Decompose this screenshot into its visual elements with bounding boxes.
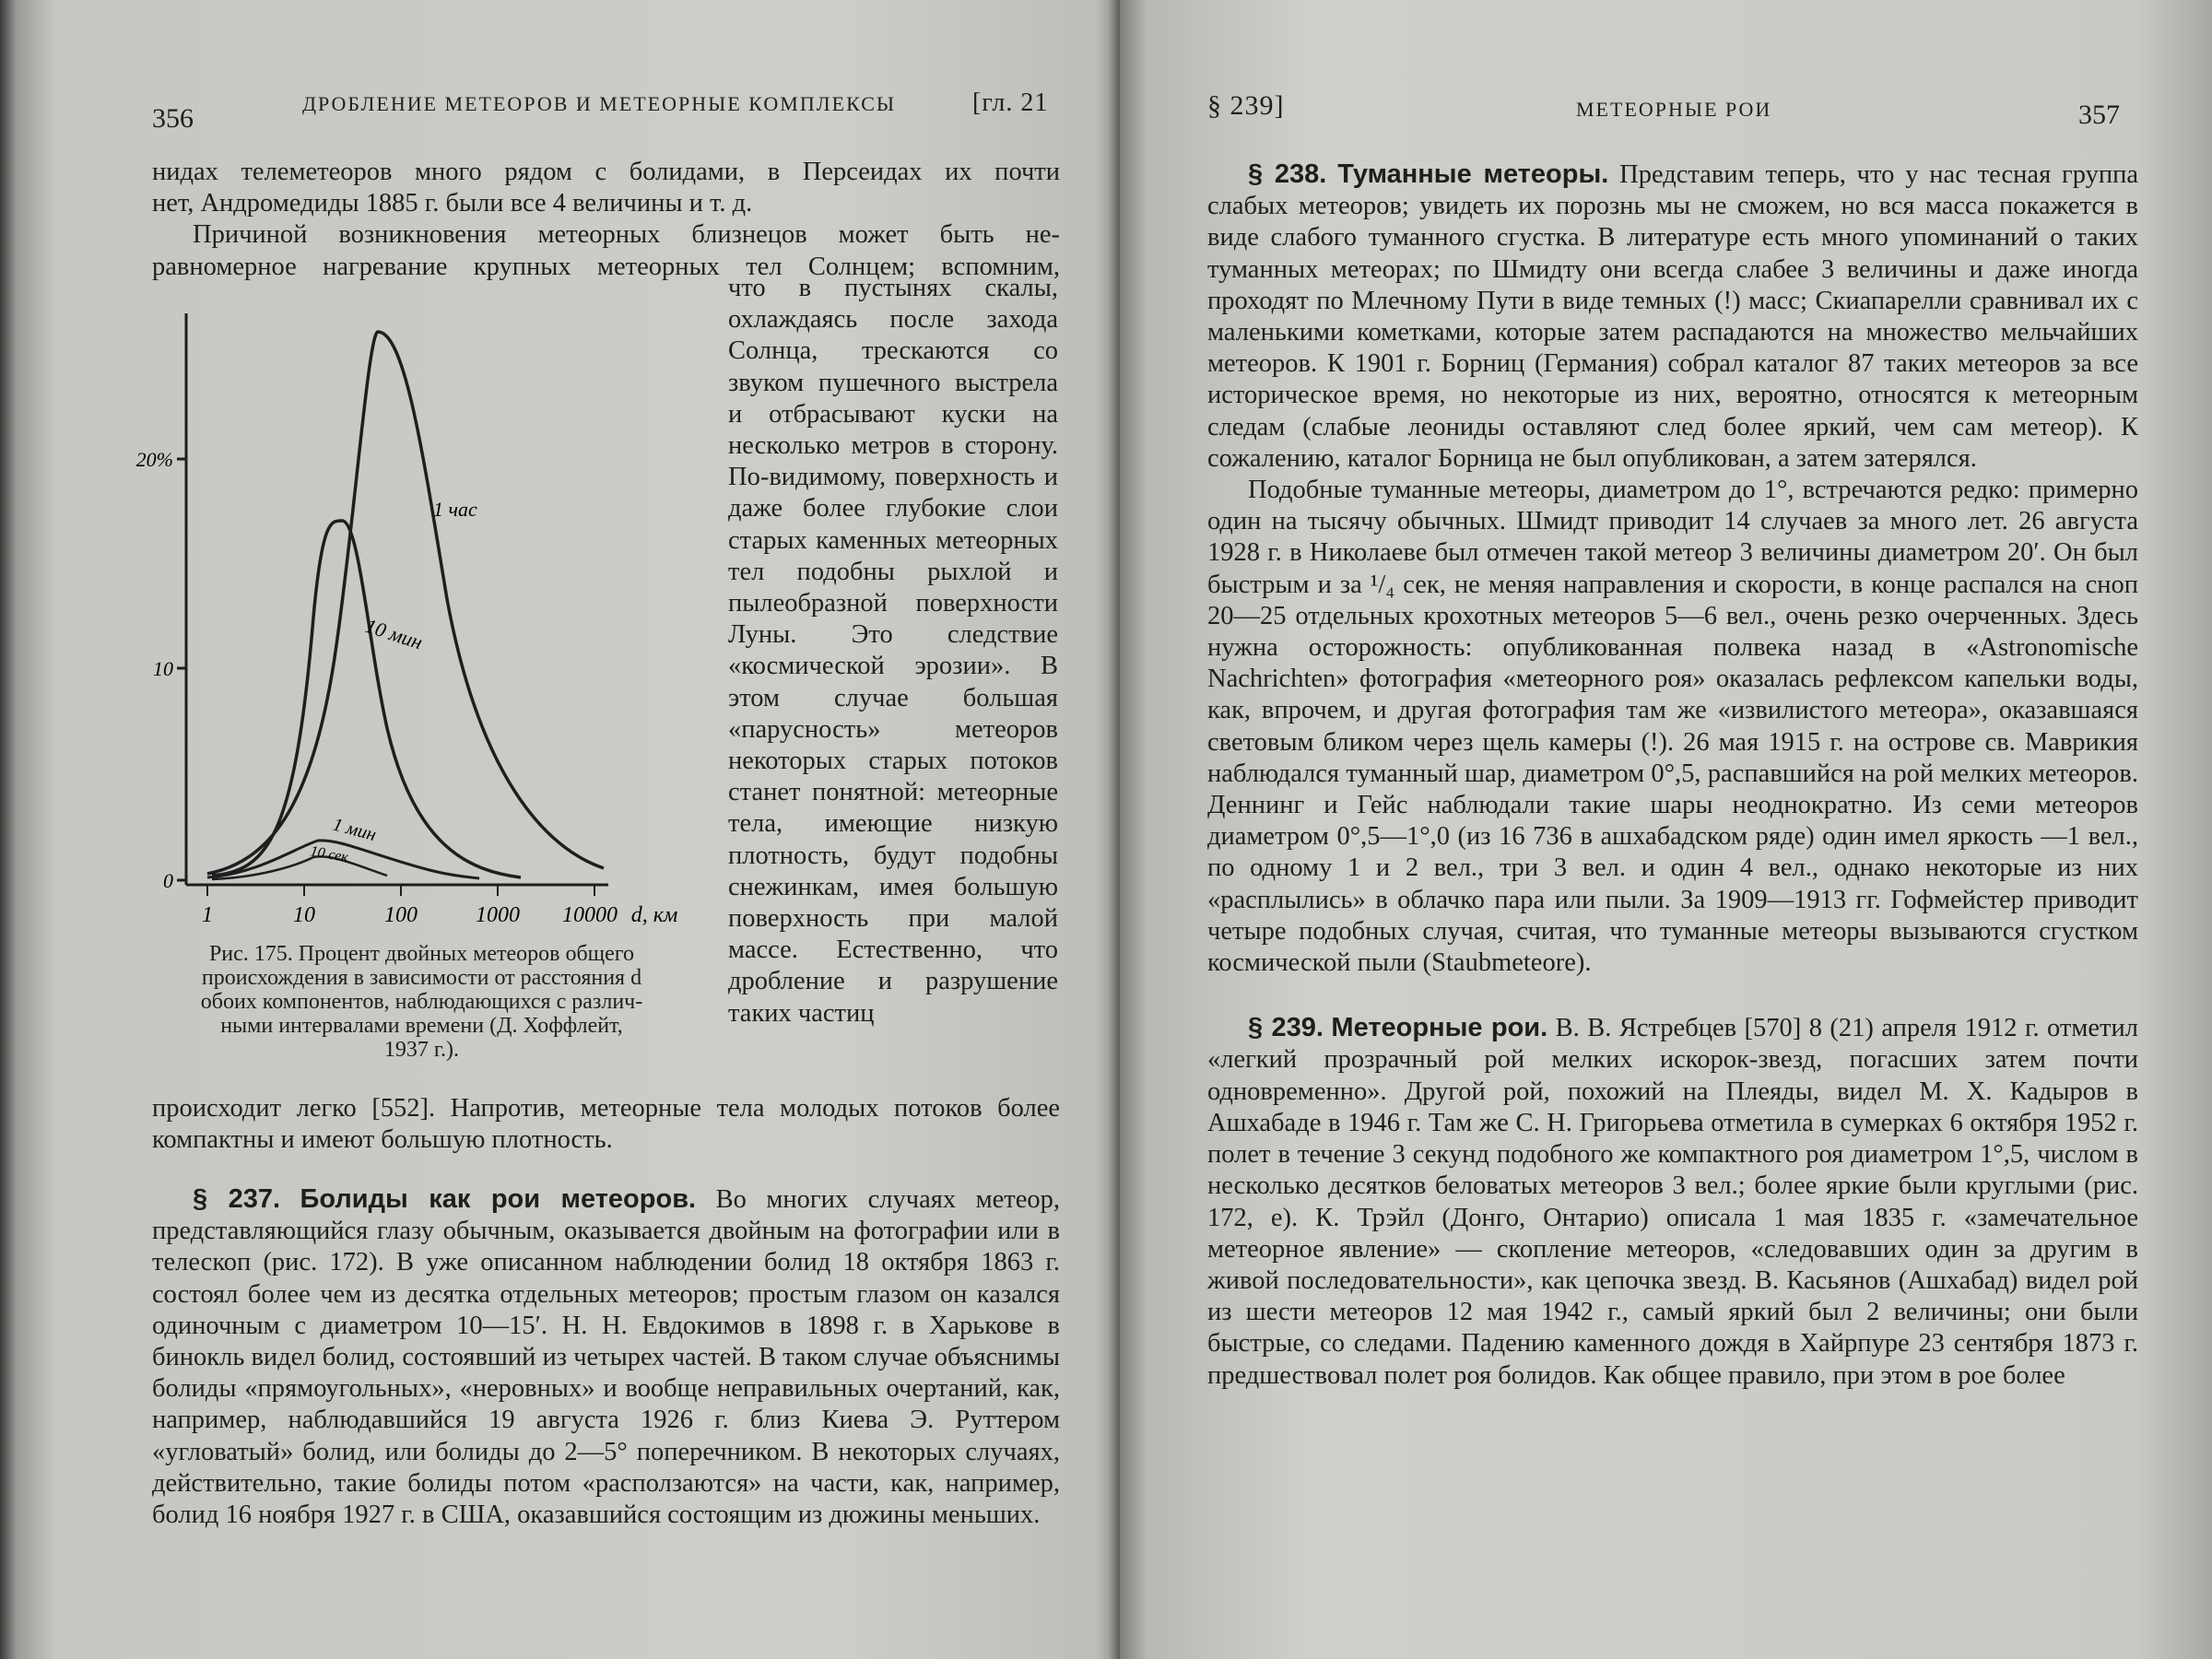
caption-line: Рис. 175. Процент двойных метеоров общего xyxy=(208,942,635,966)
curve-label: 1 час xyxy=(433,498,477,521)
section-237 xyxy=(152,1183,1060,1531)
text-line: равномерное нагревание крупных метеорных тел Солнцем; вспомним, xyxy=(152,252,1060,281)
narrow-text-column: что в пустынях скалы, охлаждаясь после захода Солнца, трескаются со звуком пушечного выстрела и отбрасывают куски на несколько метров в сторону. По-видимому, поверхность и даже более глубокие слои старых каменных метеорных тел подобны рыхлой и пылеобразной поверхности Луны. Это следствие «космической эрозии». В этом случае большая «парусность» метеоров некоторых старых потоков станет понятной: метеорные тела, имеющие низкую плотность, будут подобны снежинкам, имея большую поверхность при малой массе. Естественно, что дробление и разрушение таких частиц xyxy=(728,274,1058,1028)
caption-line: 1937 г.). xyxy=(383,1038,460,1062)
figure-175-plot xyxy=(129,295,719,931)
x-tick-label: 1 xyxy=(202,903,213,927)
y-tick-label: 20% xyxy=(135,448,173,471)
left-top-text xyxy=(152,157,1060,283)
section-239-number: § 239. xyxy=(1248,1013,1324,1043)
left-after-figure-text: происходит легко [552]. Напротив, метеорные тела молодых потоков более компактны и имеют большую плотность. xyxy=(152,1094,1060,1155)
right-text-body xyxy=(1207,159,2138,1392)
caption-line: происхождения в зависимости от расстояния d xyxy=(201,966,642,990)
caption-line: обоих компонентов, наблюдающихся с различ- xyxy=(200,990,643,1014)
section-238-number: § 238. xyxy=(1248,159,1327,189)
right-page-number: 357 xyxy=(2078,100,2120,130)
y-tick-label: 0 xyxy=(163,869,173,892)
section-238-para2: Подобные туманные метеоры, диаметром до 1°, встречаются редко: примерно один на тысячу обычных. Шмидт приводит 14 случаев за много лет. 26 августа 1928 г. в Николаеве был отмечен такой метеор 3 величины диаметром 20′. Он был быстрым и за ¹/₄ сек, не меняя направления и скорости, в конце распался на сноп 20—25 отдельных крохотных метеоров 5—6 вел., очень резко очерченных. Здесь нужна осторожность: опубликованная полвека назад в «Astronomische Nachrichten» фотография «метеорного роя» оказалась рефлексом капельки воды, как, впрочем, и другая фотография там же «извилистого метеора», оказавшаяся световым бликом через щель камеры (!). 26 мая 1915 г. на острове св. Маврикия наблюдался туманный шар, диаметром 0°,5, распавшийся на рой мелких метеоров. Деннинг и Гейс наблюдали такие шары неоднократно. Из семи метеоров диаметром 0°,5—1°,0 (из 16 736 в ашхабадском ряде) один имел яркость —1 вел., по одному 1 и 2 вел., три 3 вел. и один 4 вел., однако некоторые из них «расплылись» в облачко пара или пыли. За 1909—1913 гг. Гофмейстер приводит четыре подобных случая, считая, что туманные метеоры вызываются сгустком космической пыли (Staubmeteore). xyxy=(1207,476,2138,978)
curve-label: 10 сек xyxy=(309,843,350,866)
section-238-title: Туманные метеоры. xyxy=(1337,159,1609,189)
curve-10-sec xyxy=(212,856,387,879)
x-tick-label: 100 xyxy=(384,903,418,927)
left-running-title: ДРОБЛЕНИЕ МЕТЕОРОВ И МЕТЕОРНЫЕ КОМПЛЕКСЫ xyxy=(302,92,897,115)
right-page xyxy=(1120,0,2212,1659)
x-tick-label: 10 xyxy=(293,903,315,927)
section-237-title: Болиды как рои метеоров. xyxy=(300,1184,697,1214)
section-239-text: В. В. Ястребцев [570] 8 (21) апреля 1912 г. отметил «легкий прозрачный рой мелких искорок-звезд, погасших затем почти одновременно». Другой рой, похожий на Плеяды, видел М. Х. Кадыров в Ашхабаде в 1946 г. Там же С. Н. Григорьева отметила в сумерках 6 октября 1952 г. полет в течение 3 секунд подобного же компактного роя диаметром 1°,5, числом в несколько десятков беловатых метеоров 3 вел.; более яркие были круглыми (рис. 172, е). К. Трэйл (Донго, Онтарио) описала 1 мая 1835 г. «замечательное метеорное явление» — скопление метеоров, «следовавших один за другим в живой последовательности», как цепочка звезд. В. Касьянов (Ашхабад) видел рой из шести метеоров 12 мая 1942 г., самый яркий был 2 величины; они были быстрые, со следами. Падению каменного дождя в Хайрпуре 23 сентября 1873 г. предшествовал полет роя болидов. Как общее правило, при этом в рое более xyxy=(1207,1014,2138,1390)
y-tick-label: 10 xyxy=(153,657,173,680)
figure-caption xyxy=(152,942,691,1062)
text-line: нет, Андромедиды 1885 г. были все 4 величины и т. д. xyxy=(152,189,753,218)
curve-1-hour xyxy=(207,332,604,874)
curve-label: 10 мин xyxy=(362,613,426,654)
right-running-title: МЕТЕОРНЫЕ РОИ xyxy=(1576,98,1772,121)
caption-line: ными интервалами времени (Д. Хоффлейт, xyxy=(220,1014,623,1038)
x-tick-label: 1000 xyxy=(476,903,520,927)
curve-label: 1 мин xyxy=(330,814,379,846)
section-238-text: Представим теперь, что у нас тесная группа слабых метеоров; увидеть их порознь мы не сможем, но вся масса покажется в виде слабого туманного сгустка. В литературе есть много упоминаний о таких туманных метеорах; по Шмидту они всегда слабее 3 величины и даже иногда проходят по Млечному Пути в виде темных (!) масс; Скиапарелли сравнивал их с маленькими кометками, которые затем распадаются на множество мельчайших метеоров. К 1901 г. Борниц (Германия) собрал каталог 87 таких метеоров за все историческое время, но некоторые из них, вероятно, относятся к метеорным следам (слабые леониды оставляют след более яркий, чем сам метеор). К сожалению, каталог Борница не был опубликован, а затем затерялся. xyxy=(1207,160,2138,473)
section-239-title: Метеорные рои. xyxy=(1331,1013,1548,1043)
section-237-number: § 237. xyxy=(193,1184,281,1214)
left-chapter-ref: [гл. 21 xyxy=(972,88,1049,117)
section-238 xyxy=(1207,159,2138,475)
x-unit-label: d, км xyxy=(630,903,678,927)
left-page-number: 356 xyxy=(152,103,194,134)
figure-175 xyxy=(129,295,719,931)
section-237-text: Во многих случаях метеор, представляющийся глазу обычным, оказывается двойным на фотографии или в телескоп (рис. 172). В уже описанном наблюдении болид 18 октября 1863 г. состоял более чем из десятка отдельных метеоров; простым глазом он казался одиночным с диаметром 10—15′. Н. Н. Евдокимов в 1898 г. в Харькове в бинокль видел болид, состоявший из четырех частей. В таком случае объяснимы болиды «прямоугольных», «неровных» и вообще неправильных очертаний, как, например, наблюдавшийся 19 августа 1926 г. близ Киева Э. Руттером «угловатый» болид, или болиды до 2—5° поперечником. В некоторых случаях, действительно, такие болиды потом «расползаются» на части, как, например, болид 16 ноября 1927 г. в США, оказавшийся состоящим из дюжины меньших. xyxy=(152,1185,1061,1530)
text-line: нидах телеметеоров много рядом с болидами, в Персеидах их почти xyxy=(152,158,1060,186)
text-line: Причиной возникновения метеорных близнецов может быть не- xyxy=(193,220,1060,250)
x-tick-label: 10000 xyxy=(562,903,618,927)
right-section-ref: § 239] xyxy=(1207,90,1285,121)
section-239 xyxy=(1207,1012,2138,1391)
